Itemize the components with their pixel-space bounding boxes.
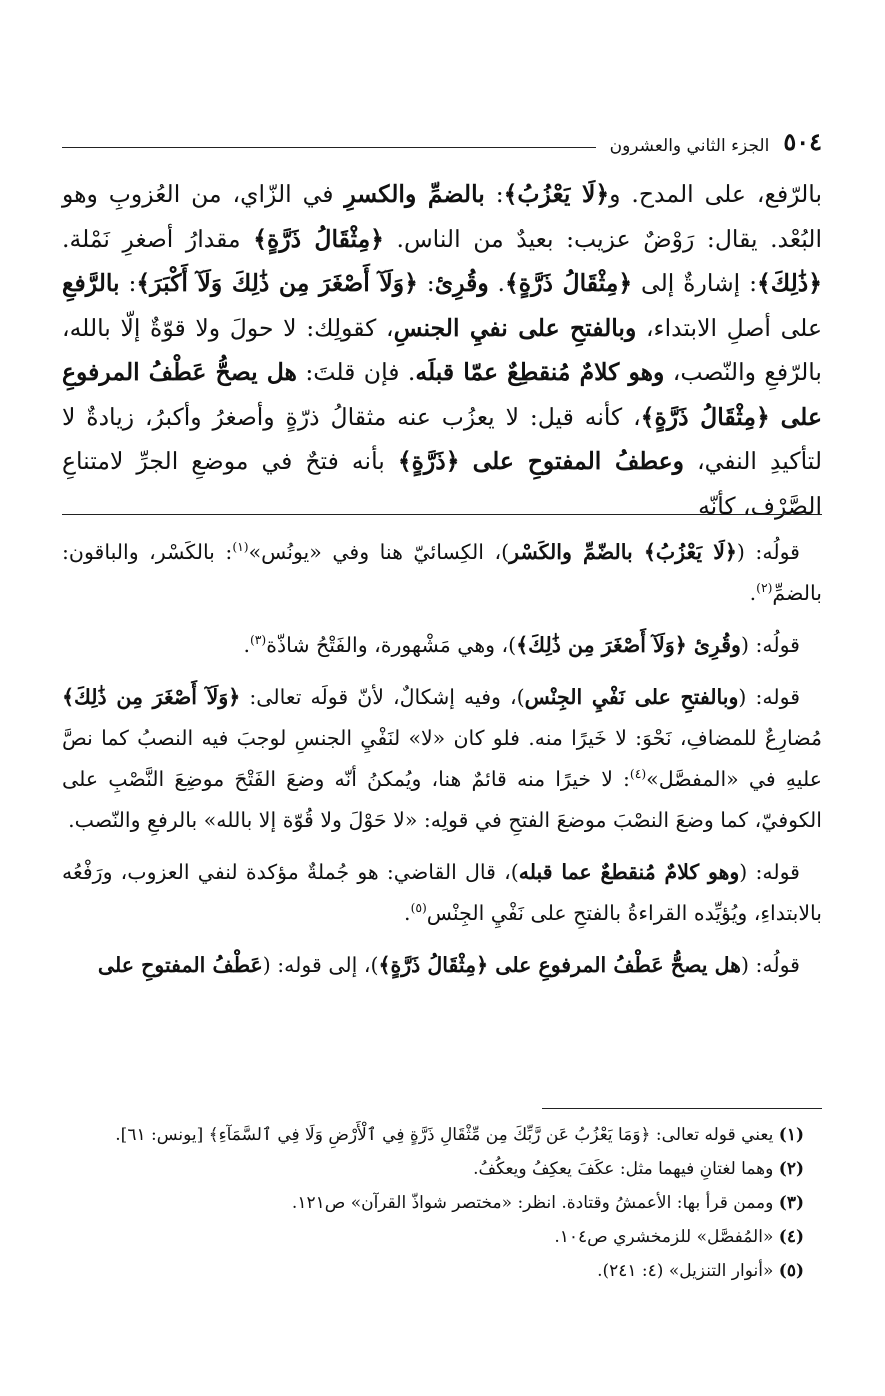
- commentary-paragraph: [62, 677, 822, 841]
- footnote-reference: (١): [232, 540, 249, 555]
- text-segment: قولُه: (: [740, 633, 800, 657]
- footnote: [62, 1254, 822, 1288]
- emphasized-text: وبالفتحِ على نفيِ الجنسِ: [393, 313, 637, 342]
- emphasized-text: ﴿وَلَآ أَصْغَرَ مِن ذَٰلِكَ﴾: [62, 685, 241, 709]
- text-segment: قوله: (: [739, 860, 800, 884]
- footnote-text: يعني قوله تعالى: ﴿وَمَا يَعْزُبُ عَن رَّبِّكَ مِن مِّثْقَالِ ذَرَّةٍ فِي ٱلْأَرْضِ وَلَا فِي ٱلسَّمَآءِ﴾ [يونس: ٦١].: [115, 1125, 779, 1145]
- footnote-reference: (٥): [410, 901, 427, 916]
- commentary-paragraph: [62, 945, 822, 986]
- footnote-number: (٤): [778, 1227, 804, 1247]
- text-segment: )، الكِسائيّ هنا وفي «يونُس»: [248, 540, 510, 564]
- footnote-number: (٥): [778, 1261, 804, 1281]
- text-segment: بأنه فتحٌ في موضعِ الجرِّ لامتناعِ الصَّرْف، كأنّه: [62, 447, 822, 520]
- text-segment: . فإن قلتَ:: [296, 358, 416, 386]
- footnote: [62, 1186, 822, 1220]
- emphasized-text: ﴿ذَرَّةٍ﴾: [397, 447, 460, 475]
- emphasized-text: وهو كلامٌ مُنقطعٌ عما قبله: [518, 860, 740, 884]
- text-segment: )، وهي مَشْهورة، والفَتْحُ شاذّة: [266, 633, 517, 657]
- header-rule: [62, 147, 596, 148]
- text-segment: ، كأنه قيل: لا يعزُب عنه مثقالُ ذرّةٍ وأصغرُ وأكبرُ، زيادةٌ لا لتأكيدِ النفي،: [62, 402, 822, 475]
- footnote: [62, 1220, 822, 1254]
- text-segment: قولُه: (: [740, 953, 800, 977]
- emphasized-text: ﴿لَا يَعْزُبُ﴾: [503, 180, 610, 208]
- emphasized-text: ﴿مِثْقَالُ ذَرَّةٍ﴾: [640, 402, 770, 431]
- footnote-reference: (٢): [756, 581, 773, 596]
- main-text-paragraph: [62, 172, 822, 528]
- footnote-text: وممن قرأ بها: الأعمشُ وقتادة. انظر: «مختصر شواذّ القرآن» ص١٢١.: [291, 1193, 779, 1213]
- text-segment: مُضارِعٌ للمضافِ، نَحْوَ: لا خَيرًا منه. فلو كان «لا» لنَفْيِ الجنسِ لوجبَ فيه النصبُ كما نصَّ عليهِ في «المفصَّل»: [62, 726, 823, 791]
- footnote: [62, 1118, 822, 1152]
- emphasized-text: عَطْفُ المفتوحِ على: [97, 953, 263, 977]
- commentary-paragraph: [62, 852, 822, 934]
- text-segment: .: [404, 901, 411, 925]
- text-segment: .: [749, 581, 757, 605]
- text-segment: : بالكَسْر، والباقون: بالضمِّ: [62, 540, 822, 605]
- footnotes-block: [62, 1118, 822, 1288]
- text-segment: .: [243, 633, 250, 657]
- text-segment: ، كقولِك: لا حولَ ولا قوّةٌ إلّا بالله، بالرّفعِ والنّصب،: [62, 313, 822, 386]
- emphasized-text: وقُرِئ ﴿وَلَآ أَصْغَرَ مِن ذَٰلِكَ﴾: [516, 633, 741, 657]
- page-number: ٥٠٤: [783, 127, 822, 156]
- text-segment: : لا خيرًا منه قائمٌ هنا، ويُمكنُ أنّه وضعَ الفَتْحَ موضِعَ النَّصْبِ على الكوفيّ، كما وضعَ النصْبَ موضعَ الفتحِ في قولِه: «لا حَوْلَ ولا قُوّة إلا بالله» بالرفعِ والنّصب.: [62, 767, 822, 832]
- text-segment: بالرّفع، على المدح. و: [609, 180, 823, 208]
- text-segment: : إشارةٌ إلى: [632, 269, 758, 297]
- emphasized-text: بالضمِّ والكسرِ: [344, 180, 485, 208]
- page-header: [62, 116, 822, 156]
- text-segment: )، وفيه إشكالٌ، لأنّ قولَه تعالى:: [240, 685, 525, 709]
- commentary-block: [62, 532, 822, 997]
- text-segment: مقدارُ أصغرِ نَمْلة.: [62, 224, 254, 253]
- text-segment: :: [417, 269, 435, 297]
- footnote: [62, 1152, 822, 1186]
- emphasized-text: ﴿لَا يَعْزُبُ﴾ بالضّمِّ والكَسْر: [509, 540, 737, 564]
- emphasized-text: وعطفُ المفتوحِ على: [472, 447, 685, 475]
- emphasized-text: وهو كلامٌ مُنقطِعٌ عمّا قبلَه: [415, 358, 665, 386]
- main-text-block: [62, 172, 822, 528]
- text-segment: [460, 447, 473, 475]
- emphasized-text: وقُرِئ: [434, 269, 489, 297]
- emphasized-text: بالرَّفعِ: [62, 269, 120, 297]
- footnote-reference: (٤): [629, 767, 647, 782]
- footnote-reference: (٣): [249, 633, 267, 648]
- footnote-text: «المُفصَّل» للزمخشري ص١٠٤.: [554, 1227, 779, 1247]
- text-segment: )، إلى قوله: (: [262, 953, 379, 977]
- footnote-text: «أنوار التنزيل» (٤: ٢٤١).: [597, 1261, 779, 1281]
- emphasized-text: ﴿وَلَآ أَصْغَرَ مِن ذَٰلِكَ وَلَآ أَكْبَرَ﴾: [136, 269, 418, 297]
- text-segment: على أصلِ الابتداء،: [636, 313, 822, 342]
- main-text-divider: [62, 514, 822, 515]
- text-segment: .: [488, 269, 506, 297]
- footnote-divider: [542, 1108, 822, 1109]
- text-segment: )، قال القاضي: هو جُملةٌ مؤكدة لنفي العزوب، ورَفْعُه بالابتداءِ، ويُؤيِّده القراءةُ بالفتحِ على نَفْيِ الجِنْس: [62, 860, 822, 925]
- text-segment: :: [119, 269, 137, 297]
- footnote-text: وهما لغتانِ فيهما مثل: عكَفَ يعكِفُ ويعكُفُ.: [473, 1159, 779, 1179]
- text-segment: :: [484, 180, 504, 208]
- commentary-paragraph: [62, 532, 822, 614]
- emphasized-text: ﴿مِثْقَالُ ذَرَّةٍ﴾: [253, 224, 384, 253]
- footnote-number: (٣): [778, 1193, 804, 1213]
- emphasized-text: وبالفتحِ على نَفْيِ الجِنْس: [524, 685, 739, 709]
- emphasized-text: هل يصحُّ عَطْفُ المرفوعِ على: [62, 358, 822, 431]
- emphasized-text: ﴿مِثْقَالُ ذَرَّةٍ﴾: [505, 269, 633, 297]
- text-segment: [770, 403, 781, 431]
- footnote-number: (٢): [778, 1159, 804, 1179]
- commentary-paragraph: [62, 625, 822, 666]
- text-segment: في الزّاي، من العُزوبِ وهو البُعْد. يقال: رَوْضٌ عزيب: بعيدٌ من الناس.: [62, 180, 822, 253]
- emphasized-text: هل يصحُّ عَطْفُ المرفوعِ على ﴿مِثْقَالُ ذَرَّةٍ﴾: [378, 953, 741, 977]
- emphasized-text: ﴿ذَٰلِكَ﴾: [757, 269, 822, 297]
- footnote-number: (١): [778, 1125, 804, 1145]
- text-segment: قوله: (: [738, 685, 800, 709]
- text-segment: قولُه: (: [736, 540, 800, 564]
- running-title: الجزء الثاني والعشرون: [609, 136, 770, 156]
